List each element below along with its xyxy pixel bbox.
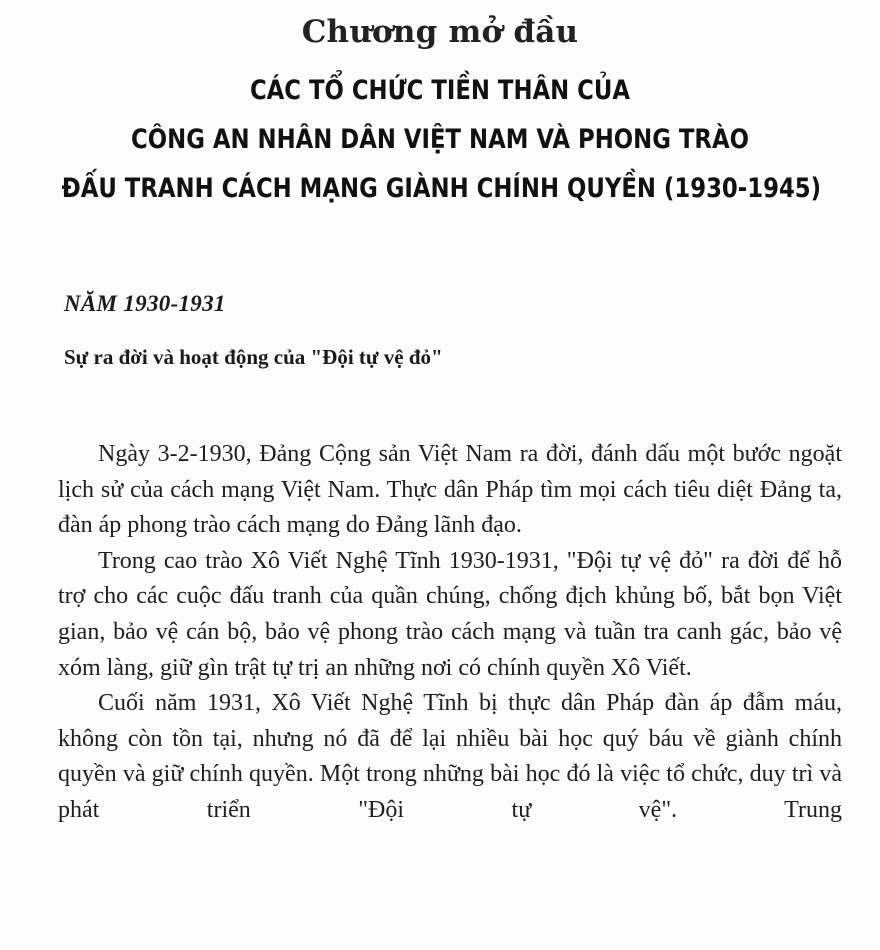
paragraph-1: Ngày 3-2-1930, Đảng Cộng sản Việt Nam ra đời, đánh dấu một bước ngoặt lịch sử của cách mạng Việt Nam. Thực dân Pháp tìm mọi cách tiêu diệt Đảng ta, đàn áp phong trào cách mạng do Đảng lãnh đạo.	[58, 441, 842, 539]
paragraph-2: Trong cao trào Xô Viết Nghệ Tĩnh 1930-1931, "Đội tự vệ đỏ" ra đời để hỗ trợ cho các cuộc đấu tranh của quần chúng, chống địch khủng bố, bắt bọn Việt gian, bảo vệ cán bộ, bảo vệ phong trào cách mạng và tuần tra canh gác, bảo vệ xóm làng, giữ gìn trật tự trị an những nơi có chính quyền Xô Viết.	[58, 547, 842, 681]
chapter-label: Chương mở đầu	[301, 14, 579, 50]
chapter-title	[61, 66, 822, 213]
chapter-title-line-1: CÁC TỔ CHỨC TIỀN THÂN CỦA	[249, 75, 631, 106]
body-text	[58, 437, 842, 829]
chapter-title-line-3: ĐẤU TRANH CÁCH MẠNG GIÀNH CHÍNH QUYỀN (1930-1945)	[61, 173, 822, 204]
section-year-heading: NĂM 1930-1931	[64, 291, 226, 316]
paragraph-3: Cuối năm 1931, Xô Viết Nghệ Tĩnh bị thực dân Pháp đàn áp đẫm máu, không còn tồn tại, nhưng nó đã để lại nhiều bài học quý báu về giành chính quyền và giữ chính quyền. Một trong những bài học đó là việc tổ chức, duy trì và phát triển "Đội tự vệ". Trung	[58, 690, 842, 823]
section-subtitle: Sự ra đời và hoạt động của "Đội tự vệ đỏ"	[64, 345, 443, 369]
chapter-title-line-2: CÔNG AN NHÂN DÂN VIỆT NAM VÀ PHONG TRÀO	[131, 124, 749, 155]
